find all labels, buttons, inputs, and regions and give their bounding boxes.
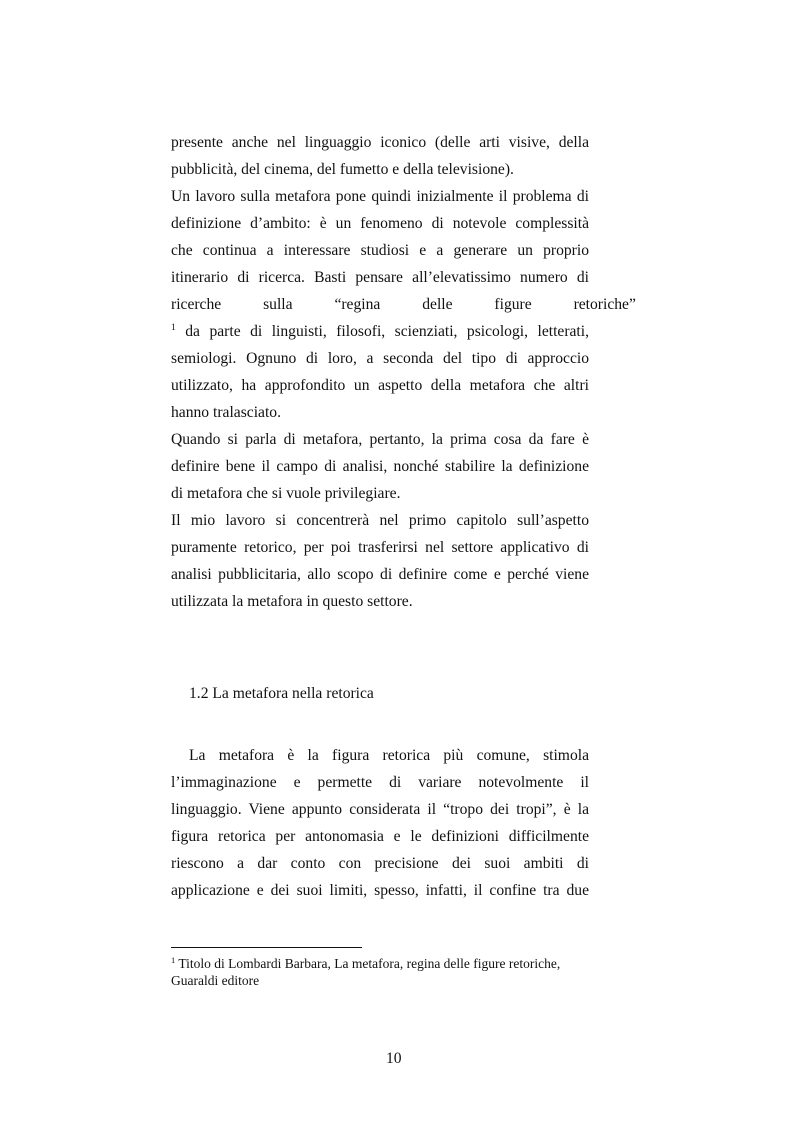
section-heading: 1.2 La metafora nella retorica	[189, 685, 374, 702]
body-line: di metafora che si vuole privilegiare.	[171, 485, 401, 502]
body-line: Il mio lavoro si concentrerà nel primo capitolo sull’aspetto	[171, 512, 589, 529]
section-line: La metafora è la figura retorica più comune, stimola	[189, 747, 589, 764]
body-line: definire bene il campo di analisi, nonché stabilire la definizione	[171, 458, 589, 475]
body-line-text: da parte di linguisti, filosofi, scienziati, psicologi, letterati,	[185, 323, 589, 340]
body-line-with-footnote-ref	[171, 322, 589, 342]
footnote-reference: 1	[171, 323, 176, 333]
body-line: Un lavoro sulla metafora pone quindi inizialmente il problema di	[171, 188, 589, 205]
body-line: puramente retorico, per poi trasferirsi nel settore applicativo di	[171, 539, 589, 556]
section-line: figura retorica per antonomasia e le definizioni difficilmente	[171, 828, 589, 845]
footnote	[171, 955, 560, 972]
body-line: utilizzato, ha approfondito un aspetto della metafora che altri	[171, 377, 589, 394]
section-line: l’immaginazione e permette di variare notevolmente il	[171, 774, 589, 791]
section-line: riescono a dar conto con precisione dei suoi ambiti di	[171, 855, 589, 872]
footnote-continuation: Guaraldi editore	[171, 973, 260, 988]
body-line: ricerche sulla “regina delle figure retoriche”	[171, 296, 636, 313]
body-line: hanno tralasciato.	[171, 404, 281, 421]
body-line: che continua a interessare studiosi e a generare un proprio	[171, 242, 589, 259]
body-line: analisi pubblicitaria, allo scopo di definire come e perché viene	[171, 566, 589, 583]
section-line: linguaggio. Viene appunto considerata il “tropo dei tropi”, è la	[171, 801, 589, 818]
page-number: 10	[386, 1050, 402, 1067]
body-line: itinerario di ricerca. Basti pensare all’elevatissimo numero di	[171, 269, 589, 286]
footnote-text: Titolo di Lombardi Barbara, La metafora, regina delle figure retoriche,	[178, 956, 561, 971]
body-line: pubblicità, del cinema, del fumetto e della televisione).	[171, 161, 514, 178]
footnote-number: 1	[171, 955, 176, 965]
body-line: semiologi. Ognuno di loro, a seconda del tipo di approccio	[171, 350, 589, 367]
body-line: utilizzata la metafora in questo settore.	[171, 593, 413, 610]
footnote-divider	[171, 947, 362, 948]
section-line: applicazione e dei suoi limiti, spesso, infatti, il confine tra due	[171, 882, 589, 899]
body-line: Quando si parla di metafora, pertanto, la prima cosa da fare è	[171, 431, 589, 448]
body-line: definizione d’ambito: è un fenomeno di notevole complessità	[171, 215, 589, 232]
body-line: presente anche nel linguaggio iconico (delle arti visive, della	[171, 134, 589, 151]
